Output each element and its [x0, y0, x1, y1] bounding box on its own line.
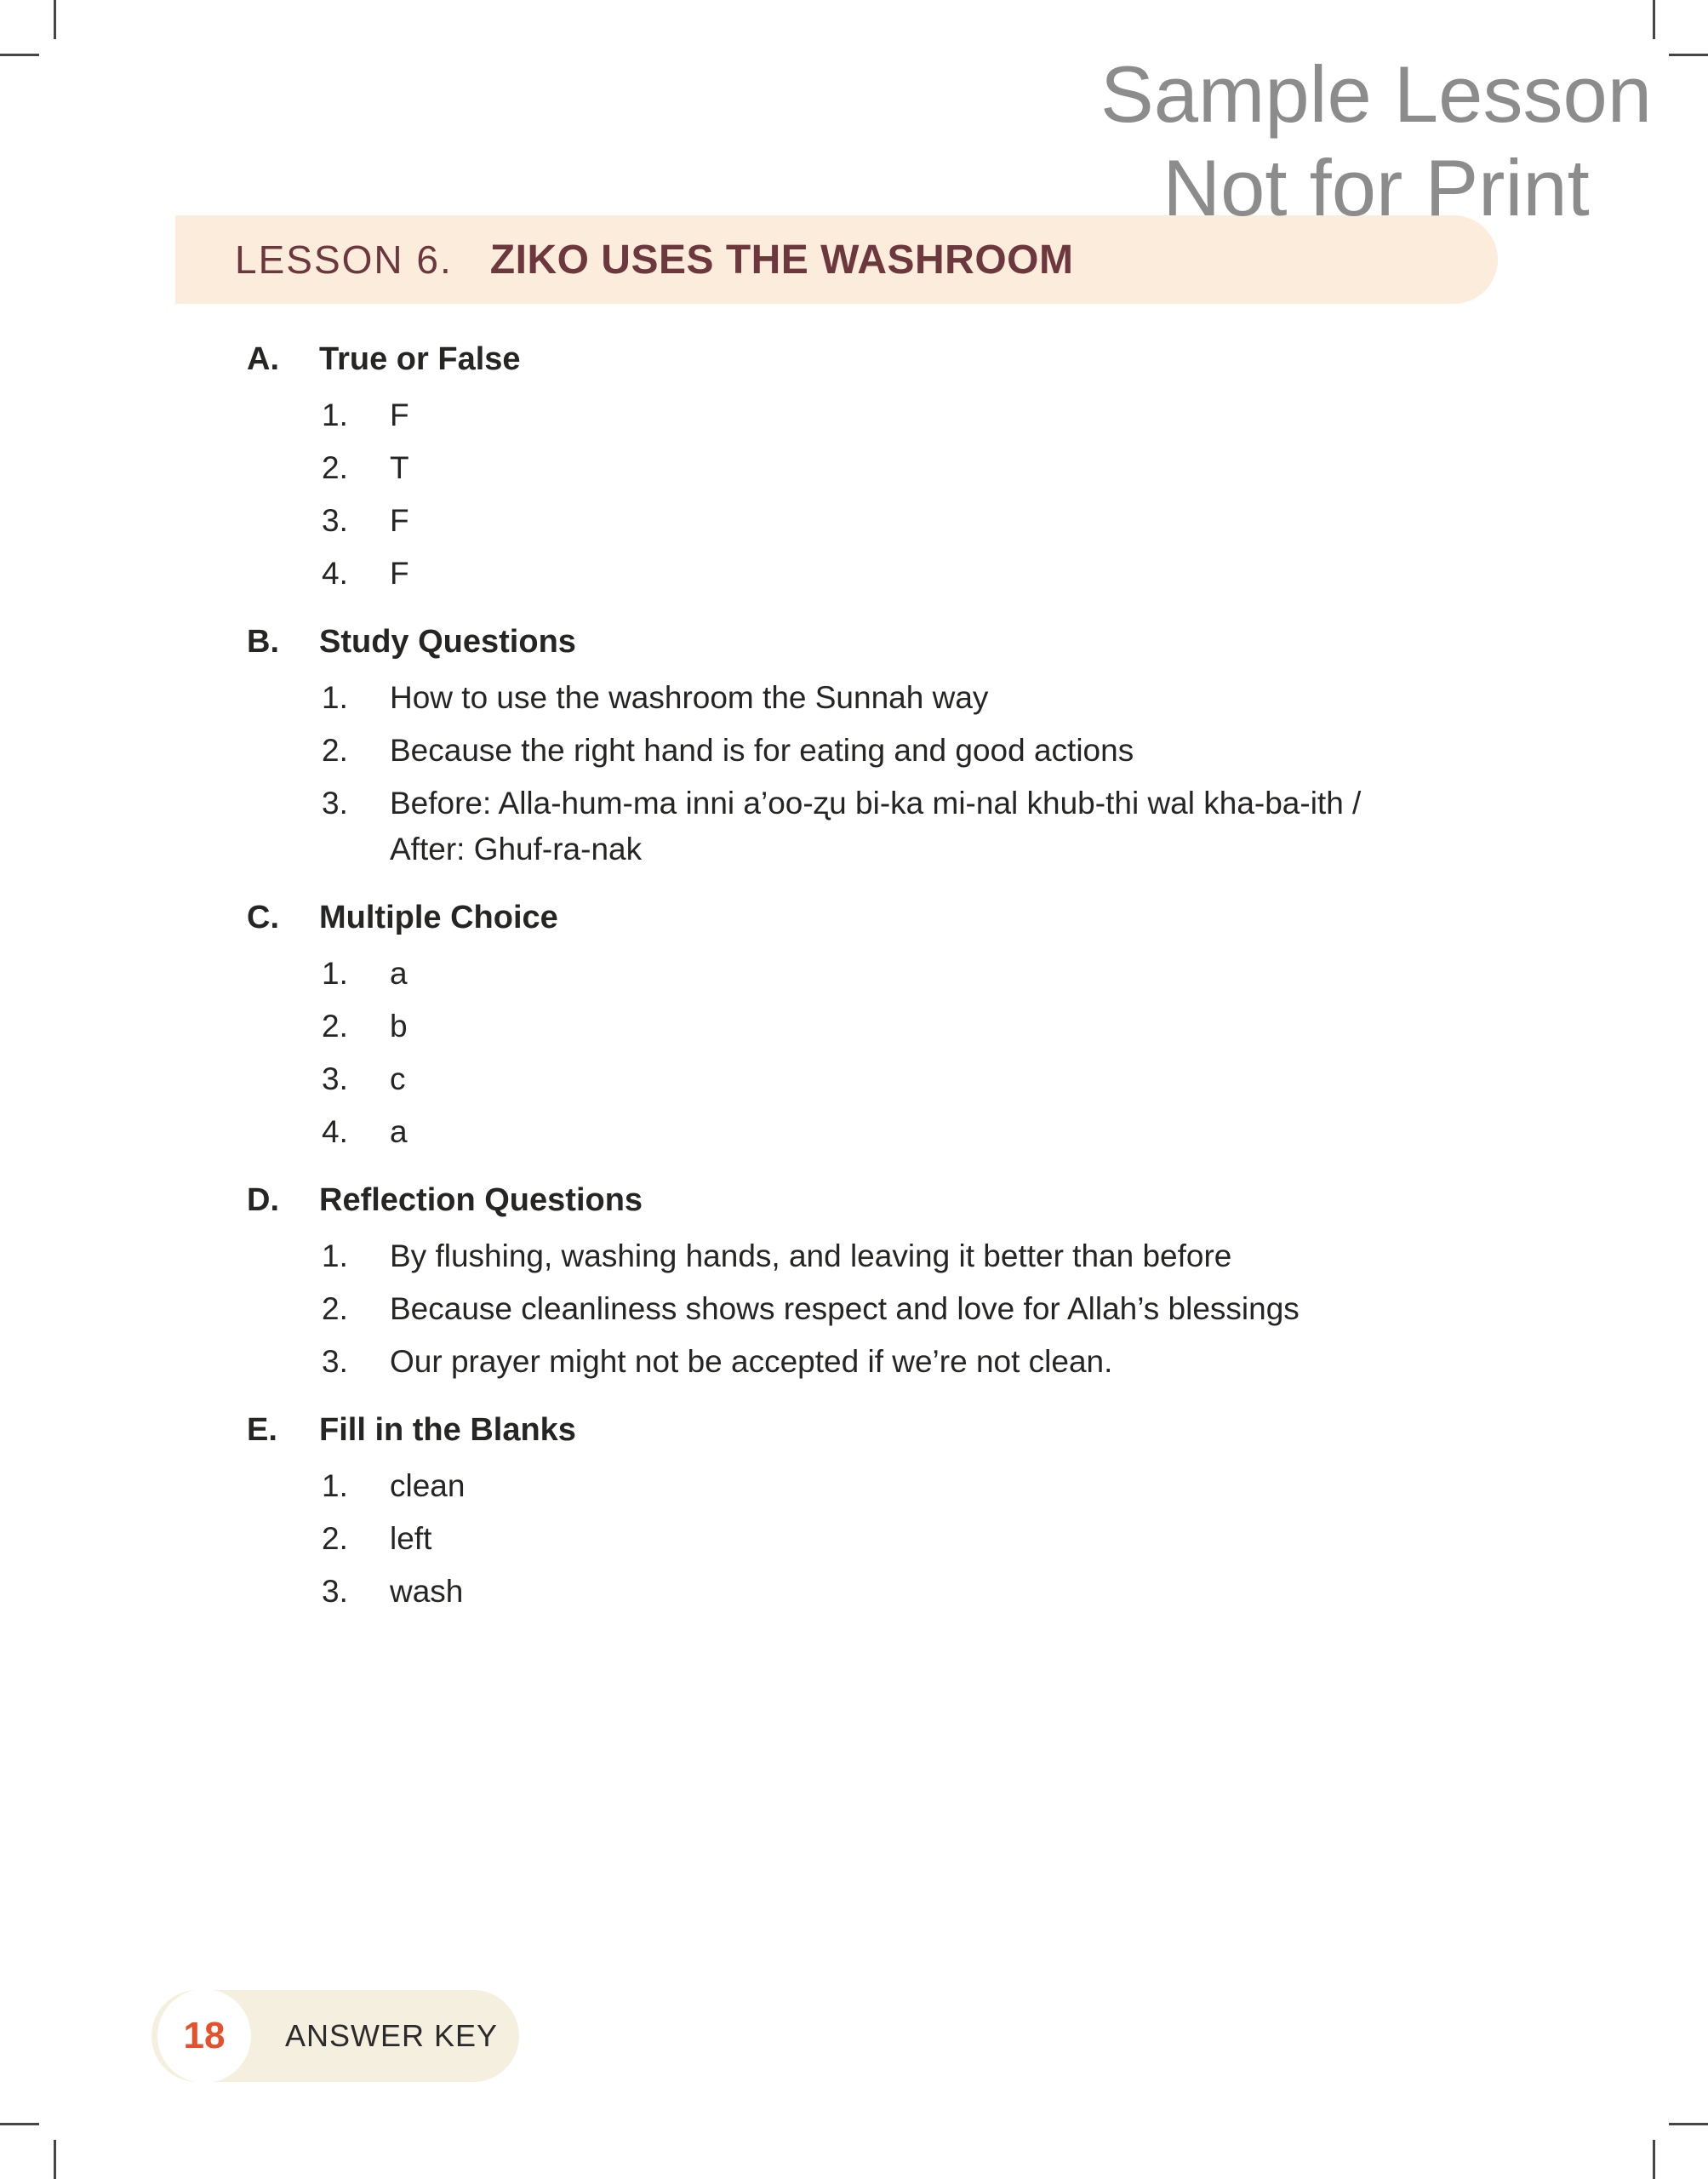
section-letter: A. — [247, 341, 279, 377]
crop-mark — [1653, 0, 1655, 39]
item-answer-line: F — [390, 503, 409, 538]
item-answer-line: T — [390, 450, 409, 485]
answer-key-label: ANSWER KEY — [285, 2018, 499, 2053]
item-answer-line: By flushing, washing hands, and leaving it better than before — [390, 1238, 1232, 1273]
sections — [247, 340, 1532, 1640]
section-title: Reflection Questions — [319, 1182, 643, 1218]
section-heading — [247, 1181, 1532, 1220]
item-answer-line: How to use the washroom the Sunnah way — [390, 680, 989, 715]
section-heading — [247, 622, 1532, 661]
item-answer — [390, 1109, 1532, 1155]
item-number: 1. — [322, 397, 348, 432]
item-answer-line: wash — [390, 1574, 464, 1609]
item-answer-line: a — [390, 1114, 408, 1149]
crop-mark — [1653, 2140, 1655, 2179]
item-answer-line: Before: Alla-hum-ma inni a’oo-ʐu bi-ka mi-nal khub-thi wal kha-ba-ith / — [390, 786, 1362, 821]
crop-mark — [0, 2123, 39, 2125]
list-item — [247, 445, 1532, 491]
item-answer-line: F — [390, 397, 409, 432]
item-answer-line: clean — [390, 1468, 466, 1503]
item-number: 1. — [322, 956, 348, 991]
page-number: 18 — [183, 2015, 226, 2056]
item-number: 1. — [322, 1468, 348, 1503]
item-answer-line: Because cleanliness shows respect and love for Allah’s blessings — [390, 1291, 1300, 1326]
item-answer — [390, 551, 1532, 597]
list-item — [247, 392, 1532, 438]
section-letter: B. — [247, 624, 279, 660]
section-title: True or False — [319, 341, 521, 377]
section-items — [247, 1463, 1532, 1615]
section-letter: E. — [247, 1412, 277, 1448]
crop-mark — [54, 2140, 56, 2179]
item-answer — [390, 498, 1532, 544]
section-title: Study Questions — [319, 624, 576, 660]
answer-section — [247, 898, 1532, 1155]
item-number: 2. — [322, 1291, 348, 1326]
answer-section — [247, 622, 1532, 872]
item-answer-line: F — [390, 556, 409, 591]
list-item — [247, 1109, 1532, 1155]
item-answer — [390, 1056, 1532, 1102]
crop-mark — [1669, 54, 1708, 56]
list-item — [247, 498, 1532, 544]
item-number: 2. — [322, 1009, 348, 1044]
item-answer — [390, 1463, 1532, 1509]
section-title: Fill in the Blanks — [319, 1412, 576, 1448]
list-item — [247, 951, 1532, 997]
item-number: 4. — [322, 1114, 348, 1149]
page-number-circle — [157, 1989, 251, 2083]
lesson-number-label: LESSON 6. — [235, 237, 453, 282]
item-answer-line: a — [390, 956, 408, 991]
item-answer-line: Our prayer might not be accepted if we’re not clean. — [390, 1344, 1113, 1379]
answer-section — [247, 340, 1532, 597]
item-answer — [390, 951, 1532, 997]
section-letter: D. — [247, 1182, 279, 1218]
item-answer — [390, 1516, 1532, 1562]
list-item — [247, 675, 1532, 721]
list-item — [247, 1339, 1532, 1385]
list-item — [247, 1233, 1532, 1279]
list-item — [247, 551, 1532, 597]
list-item — [247, 1569, 1532, 1615]
list-item — [247, 1004, 1532, 1049]
section-letter: C. — [247, 900, 279, 935]
watermark-line-2: Not for Print — [1162, 142, 1590, 232]
section-heading — [247, 898, 1532, 937]
item-answer-line: b — [390, 1009, 408, 1044]
item-number: 3. — [322, 786, 348, 821]
section-heading — [247, 340, 1532, 379]
item-answer — [390, 1339, 1532, 1385]
answer-section — [247, 1181, 1532, 1385]
item-answer — [390, 445, 1532, 491]
lesson-title: ZIKO USES THE WASHROOM — [489, 237, 1074, 283]
item-answer — [390, 1286, 1532, 1332]
section-title: Multiple Choice — [319, 900, 558, 935]
item-number: 1. — [322, 1238, 348, 1273]
list-item — [247, 1286, 1532, 1332]
item-answer-line: c — [390, 1061, 406, 1096]
item-answer-line: After: Ghuf-ra-nak — [390, 832, 643, 866]
section-items — [247, 951, 1532, 1155]
answer-section — [247, 1410, 1532, 1615]
list-item — [247, 781, 1532, 872]
crop-mark — [54, 0, 56, 39]
item-answer — [390, 728, 1532, 774]
item-number: 2. — [322, 1521, 348, 1556]
sample-watermark — [1100, 48, 1652, 235]
item-number: 4. — [322, 556, 348, 591]
watermark-line-1: Sample Lesson — [1100, 49, 1652, 139]
crop-mark — [1669, 2123, 1708, 2125]
item-answer — [390, 675, 1532, 721]
list-item — [247, 1516, 1532, 1562]
list-item — [247, 728, 1532, 774]
item-answer-line: left — [390, 1521, 432, 1556]
item-number: 3. — [322, 1344, 348, 1379]
item-number: 3. — [322, 1574, 348, 1609]
item-answer — [390, 781, 1532, 872]
list-item — [247, 1056, 1532, 1102]
item-answer — [390, 1233, 1532, 1279]
item-answer — [390, 1569, 1532, 1615]
crop-mark — [0, 54, 39, 56]
section-items — [247, 675, 1532, 872]
section-items — [247, 392, 1532, 597]
item-answer — [390, 392, 1532, 438]
list-item — [247, 1463, 1532, 1509]
item-number: 2. — [322, 733, 348, 768]
section-items — [247, 1233, 1532, 1385]
item-answer — [390, 1004, 1532, 1049]
item-number: 1. — [322, 680, 348, 715]
item-number: 2. — [322, 450, 348, 485]
footer-badge — [151, 1990, 519, 2082]
section-heading — [247, 1410, 1532, 1450]
item-number: 3. — [322, 503, 348, 538]
item-answer-line: Because the right hand is for eating and good actions — [390, 733, 1134, 768]
item-number: 3. — [322, 1061, 348, 1096]
